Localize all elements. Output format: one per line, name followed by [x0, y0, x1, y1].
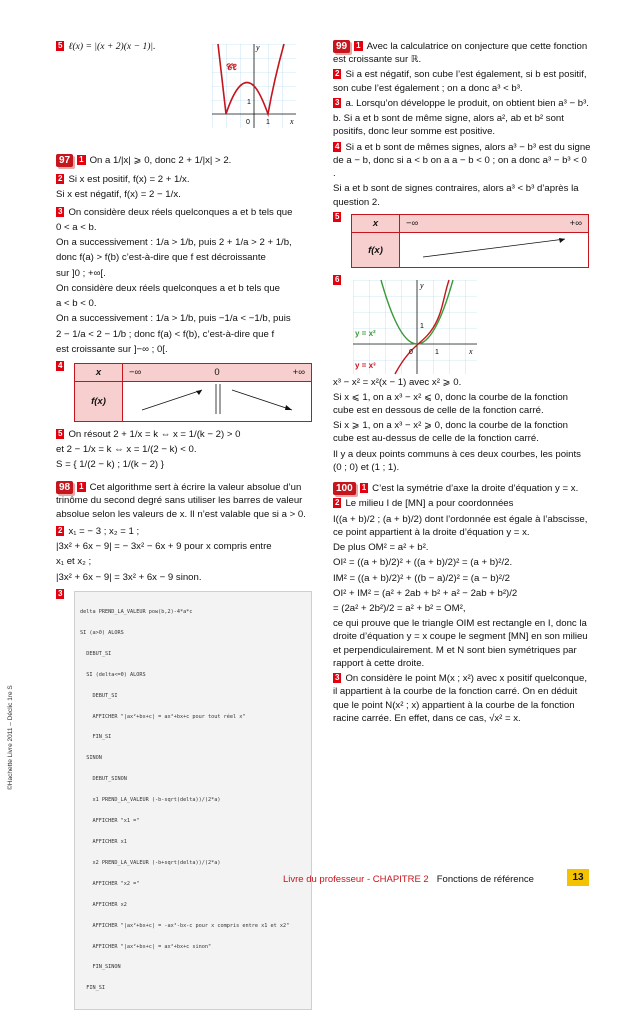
- ex99-6c: Si x ⩾ 1, on a x³ − x² ⩾ 0, donc la courbe de la fonction cube est au-dessus de celle de la fonction carré.: [333, 420, 568, 445]
- code-line: AFFICHER x1: [80, 838, 127, 845]
- ex97-5a: On résout 2 + 1/x = k ⇔ x = 1/(k − 2) > 0: [68, 428, 241, 440]
- ex99-6a: x³ − x² = x²(x − 1) avec x² ⩾ 0.: [333, 376, 462, 388]
- table-x-header: x: [352, 215, 400, 233]
- ex99-3b: b. Si a et b sont de même signe, alors a², ab et b² sont positifs, donc leur somme est positive.: [333, 113, 564, 138]
- ex97-3e: sur ]0 ; +∞[.: [56, 267, 106, 279]
- code-line: x2 PREND_LA_VALEUR (-b+sqrt(delta))/(2*a): [80, 859, 221, 866]
- ex97-3b: 0 < a < b.: [56, 221, 97, 233]
- label-cube: y = x³: [355, 360, 376, 370]
- square-cube-graph: [351, 278, 481, 376]
- ex97-3f: On considère deux réels quelconques a et b tels que: [56, 282, 281, 294]
- part-number: 1: [361, 483, 367, 493]
- copyright-vertical: ©Hachette Livre 2011 – Déclic 1re S: [7, 685, 14, 790]
- table-minus-inf: −∞: [129, 367, 142, 379]
- ex100-2b: I((a + b)/2 ; (a + b)/2) dont l’ordonnée est égale à l’abscisse, ce point appartient à la droite d’équation y = x.: [333, 513, 588, 538]
- part-number: 6: [335, 275, 340, 285]
- graph-tick-0: 0: [246, 119, 250, 126]
- code-line: x1 PREND_LA_VALEUR (-b-sqrt(delta))/(2*a): [80, 797, 221, 804]
- graph-tick-1x: 1: [266, 119, 270, 126]
- table-plus-inf: +∞: [292, 367, 305, 379]
- variation-table: [74, 363, 312, 421]
- left-column: [56, 40, 314, 1016]
- ex97-2b: Si x est négatif, f(x) = 2 − 1/x.: [56, 189, 181, 201]
- ex96-part5: [56, 40, 314, 148]
- graph-x-label: x: [290, 117, 294, 126]
- ex97-3h: On a successivement : 1/a > 1/b, puis −1/a < −1/b, puis: [56, 313, 291, 325]
- ex97-5c: S = { 1/(2 − k) ; 1/(k − 2) }: [56, 458, 164, 470]
- ex97-3c: On a successivement : 1/a > 1/b, puis 2 + 1/a > 2 + 1/b,: [56, 237, 292, 249]
- ex100-1-text: C’est la symétrie d’axe la droite d’équation y = x.: [372, 483, 579, 495]
- part-number: 2: [335, 69, 340, 79]
- code-line: AFFICHER "x2 =": [80, 880, 140, 887]
- ex100-2d: OI² = ((a + b)/2)² + ((a + b)/2)² = (a + b)²/2.: [333, 557, 513, 569]
- ex100-2g: = (2a² + 2b²)/2 = a² + b² = OM²,: [333, 603, 466, 615]
- ex97-3a: On considère deux réels quelconques a et b tels que: [68, 206, 293, 218]
- table-zero: 0: [214, 367, 220, 379]
- part-number: 5: [58, 41, 63, 50]
- variation-arrows: [132, 384, 302, 414]
- ex100-3-text: On considère le point M(x ; x²) avec x positif quelconque, il appartient à la courbe de la fonction carré. On en déduit que le point N(x² ; x) appartient à la courbe de la fonction racine carrée. En effet, dans ce cas, √x² = x.: [333, 673, 588, 724]
- part-number: 3: [335, 673, 340, 683]
- right-column: [333, 40, 591, 731]
- code-line: FIN_SI: [80, 985, 105, 992]
- ex100-2e: IM² = ((a + b)/2)² + ((b − a)/2)² = (a − b)²/2: [333, 572, 511, 584]
- part-number: 1: [356, 41, 361, 50]
- footer: [283, 873, 534, 886]
- exercise-number: 99: [333, 40, 350, 53]
- code-line: SI (a>0) ALORS: [80, 629, 124, 636]
- table-arrows: [400, 233, 589, 268]
- cube-variation-table: [351, 214, 589, 268]
- graph-curve-label: 𝒞ℓ: [226, 62, 237, 72]
- footer-title: Fonctions de référence: [436, 874, 534, 885]
- ex97-3i: 2 − 1/a < 2 − 1/b ; donc f(a) < f(b), c’est-à-dire que f: [56, 328, 275, 340]
- code-line: AFFICHER "|ax²+bx+c| = -ax²-bx-c pour x compris entre x1 et x2": [80, 922, 290, 929]
- ex98-2d: |3x² + 6x − 9| = 3x² + 6x − 9 sinon.: [56, 571, 202, 583]
- part-number: 3: [58, 588, 63, 598]
- code-line: AFFICHER "x1 =": [80, 818, 140, 825]
- part-number: 3: [335, 97, 340, 107]
- ex100: [333, 482, 591, 725]
- part-number: 2: [58, 525, 63, 535]
- part-number: 1: [79, 155, 84, 164]
- ex97-3g: a < b < 0.: [56, 298, 97, 310]
- code-line: delta PREND_LA_VALEUR pow(b,2)-4*a*c: [80, 609, 193, 616]
- graph-tick-0: 0: [409, 348, 413, 356]
- ex98-1-text: Cet algorithme sert à écrire la valeur absolue d’un trinôme du second degré sans utiliser les barres de valeur absolue selon les valeurs de x. Il n’est valable que si a > 0.: [56, 482, 306, 520]
- abs-product-graph: [208, 40, 298, 144]
- graph-tick-1y: 1: [247, 99, 251, 106]
- graph-tick-1x: 1: [435, 348, 439, 356]
- table-fx-header: f(x): [352, 233, 400, 268]
- page-number: 13: [567, 869, 589, 886]
- part-number: 2: [335, 498, 340, 508]
- ex98: [56, 481, 314, 1010]
- part-number: 5: [335, 211, 340, 221]
- part-number: 1: [79, 482, 84, 492]
- code-line: SINON: [80, 755, 102, 762]
- code-line: SI (delta<=0) ALORS: [80, 671, 146, 678]
- code-line: AFFICHER x2: [80, 901, 127, 908]
- table-plus-inf: +∞: [569, 218, 582, 230]
- part-number: 2: [58, 174, 63, 184]
- table-x-values: [400, 215, 589, 233]
- ex97-2a: Si x est positif, f(x) = 2 + 1/x.: [68, 174, 190, 186]
- graph-y-label: y: [256, 43, 260, 52]
- ex97-1-text: On a 1/|x| ⩾ 0, donc 2 + 1/|x| > 2.: [89, 155, 232, 166]
- part-number: 4: [335, 141, 340, 151]
- table-arrows: [123, 382, 312, 421]
- code-line: DEBUT_SINON: [80, 776, 127, 783]
- table-minus-inf: −∞: [406, 218, 419, 230]
- exercise-number: 97: [56, 154, 73, 167]
- ex99: [333, 40, 591, 474]
- ex97-3j: est croissante sur ]−∞ ; 0[.: [56, 343, 168, 355]
- part-number: 3: [58, 206, 63, 216]
- ex100-2h: ce qui prouve que le triangle OIM est rectangle en I, donc la droite d’équation y = x coupe le segment [MN] en son milieu et perpendiculairement. M et N sont bien symétriques par rapport à cette droite.: [333, 618, 588, 669]
- table-x-header: x: [75, 364, 123, 382]
- ex99-2-text: Si a est négatif, son cube l’est également, si b est positif, son cube l’est également ; on a donc a³ < b³.: [333, 69, 587, 94]
- ex99-4a: Si a et b sont de mêmes signes, alors a³ − b³ est du signe de a − b, donc si a < b on a a − b < 0 ; on a donc a³ − b³ < 0 .: [333, 141, 591, 180]
- ex99-6b: Si x ⩽ 1, on a x³ − x² ⩽ 0, donc la courbe de la fonction cube est en dessous de celle de la fonction carré.: [333, 391, 568, 416]
- footer-chapter: Livre du professeur - CHAPITRE 2: [283, 874, 429, 885]
- ex97: [56, 154, 314, 471]
- ex99-6d: Il y a deux points communs à ces deux courbes, les points (0 ; 0) et (1 ; 1).: [333, 448, 581, 473]
- ex100-2a: Le milieu I de [MN] a pour coordonnées: [345, 498, 514, 510]
- graph-y-label: y: [420, 280, 424, 290]
- ex96-5-text: ℓ(x) = |(x + 2)(x − 1)|.: [68, 41, 156, 52]
- code-line: FIN_SINON: [80, 964, 121, 971]
- ex97-5b: et 2 − 1/x = k ⇔ x = 1/(2 − k) < 0.: [56, 443, 197, 455]
- exercise-number: 100: [333, 482, 356, 495]
- exercise-number: 98: [56, 481, 73, 494]
- increasing-arrow: [409, 235, 579, 261]
- ex99-1-text: Avec la calculatrice on conjecture que cette fonction est croissante sur ℝ.: [333, 41, 588, 66]
- graph-tick-1y: 1: [420, 322, 424, 330]
- code-line: FIN_SI: [80, 734, 112, 741]
- label-square: y = x²: [355, 328, 376, 338]
- part-number: 4: [58, 361, 63, 371]
- ex97-3d: donc f(a) > f(b) c’est-à-dire que f est décroissante: [56, 252, 266, 264]
- code-line: AFFICHER "|ax²+bx+c| = ax²+bx+c pour tout réel x": [80, 713, 246, 720]
- code-line: DEBUT_SI: [80, 650, 112, 657]
- ex99-4b: Si a et b sont de signes contraires, alors a³ < b³ d’après la question 2.: [333, 183, 579, 208]
- ex100-2f: OI² + IM² = (a² + 2ab + b² + a² − 2ab + b²)/2: [333, 587, 518, 599]
- ex100-2c: De plus OM² = a² + b².: [333, 542, 429, 554]
- ex99-3a: a. Lorsqu’on développe le produit, on obtient bien a³ − b³.: [345, 97, 589, 109]
- table-x-values: [123, 364, 312, 382]
- code-line: DEBUT_SI: [80, 692, 118, 699]
- ex98-2c: x₁ et x₂ ;: [56, 556, 92, 568]
- ex98-2b: |3x² + 6x − 9| = − 3x² − 6x + 9 pour x compris entre: [56, 541, 272, 553]
- graph-x-label: x: [469, 346, 473, 356]
- code-line: AFFICHER "|ax²+bx+c| = ax²+bx+c sinon": [80, 943, 212, 950]
- algorithm-code: [74, 591, 312, 1010]
- ex98-2a: x₁ = − 3 ; x₂ = 1 ;: [68, 525, 140, 537]
- part-number: 5: [58, 428, 63, 438]
- table-fx-header: f(x): [75, 382, 123, 421]
